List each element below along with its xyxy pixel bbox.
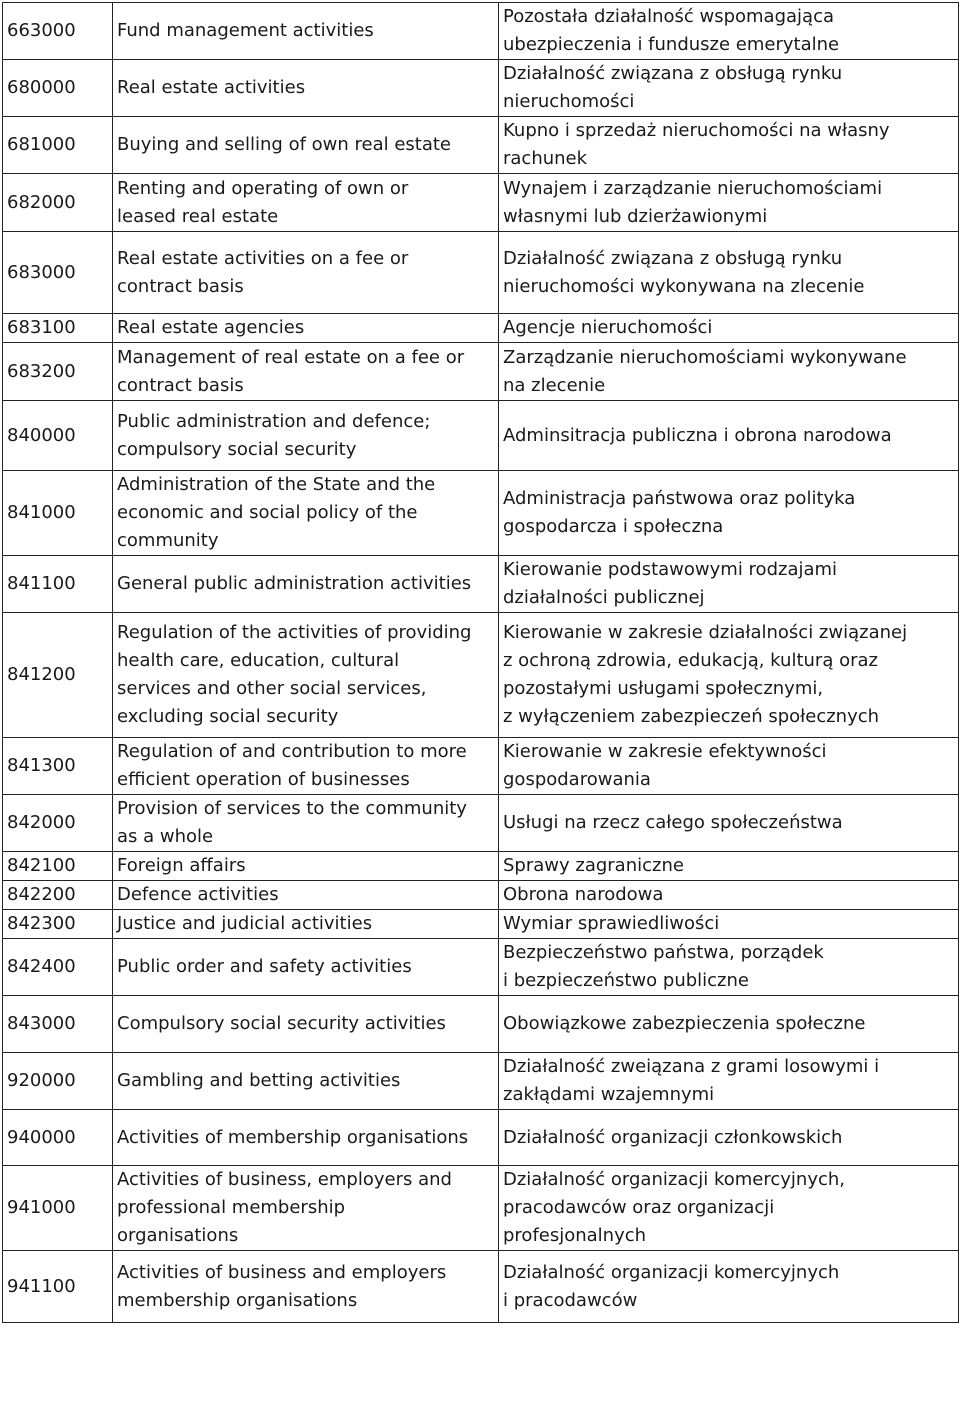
table-row <box>3 738 959 795</box>
row-code: 663000 <box>3 3 113 60</box>
row-code: 940000 <box>3 1110 113 1166</box>
row-code: 841100 <box>3 556 113 613</box>
row-name-pl: Wynajem i zarządzanie nieruchomościami własnymi lub dzierżawionymi <box>499 174 959 232</box>
table-row <box>3 795 959 852</box>
row-name-pl: Usługi na rzecz całego społeczeństwa <box>499 795 959 852</box>
row-name-en: Public administration and defence; compulsory social security <box>113 401 499 471</box>
row-name-en: Foreign affairs <box>113 852 499 881</box>
row-name-pl: Obowiązkowe zabezpieczenia społeczne <box>499 996 959 1053</box>
row-name-en: Regulation of and contribution to more efficient operation of businesses <box>113 738 499 795</box>
table-row <box>3 3 959 60</box>
row-code: 841300 <box>3 738 113 795</box>
row-name-pl: Agencje nieruchomości <box>499 314 959 343</box>
row-name-en: Management of real estate on a fee or contract basis <box>113 343 499 401</box>
row-name-en: Compulsory social security activities <box>113 996 499 1053</box>
row-code: 683100 <box>3 314 113 343</box>
row-name-en: Buying and selling of own real estate <box>113 117 499 174</box>
row-code: 841000 <box>3 471 113 556</box>
row-name-en: Renting and operating of own or leased real estate <box>113 174 499 232</box>
classification-table <box>2 2 959 1323</box>
row-code: 682000 <box>3 174 113 232</box>
row-code: 842200 <box>3 881 113 910</box>
row-name-en: Public order and safety activities <box>113 939 499 996</box>
table-row <box>3 401 959 471</box>
row-name-en: Activities of business, employers and professional membership organisations <box>113 1166 499 1251</box>
row-name-pl: Działalność związana z obsługą rynku nieruchomości wykonywana na zlecenie <box>499 232 959 314</box>
row-code: 681000 <box>3 117 113 174</box>
row-code: 843000 <box>3 996 113 1053</box>
row-name-en: General public administration activities <box>113 556 499 613</box>
table-row <box>3 939 959 996</box>
table-row <box>3 60 959 117</box>
row-name-en: Activities of membership organisations <box>113 1110 499 1166</box>
table-row <box>3 174 959 232</box>
table-body <box>3 3 959 1323</box>
row-name-pl: Kierowanie w zakresie efektywności gospodarowania <box>499 738 959 795</box>
table-row <box>3 471 959 556</box>
row-name-en: Real estate activities <box>113 60 499 117</box>
row-name-en: Real estate agencies <box>113 314 499 343</box>
table-row <box>3 343 959 401</box>
row-name-en: Activities of business and employers membership organisations <box>113 1251 499 1323</box>
row-name-pl: Kierowanie podstawowymi rodzajami działalności publicznej <box>499 556 959 613</box>
row-code: 680000 <box>3 60 113 117</box>
row-name-pl: Wymiar sprawiedliwości <box>499 910 959 939</box>
table-row <box>3 1053 959 1110</box>
row-name-pl: Kupno i sprzedaż nieruchomości na własny rachunek <box>499 117 959 174</box>
row-name-pl: Bezpieczeństwo państwa, porządek i bezpieczeństwo publiczne <box>499 939 959 996</box>
table-row <box>3 996 959 1053</box>
row-name-en: Real estate activities on a fee or contract basis <box>113 232 499 314</box>
table-row <box>3 613 959 738</box>
table-row <box>3 910 959 939</box>
row-name-pl: Działalność związana z obsługą rynku nieruchomości <box>499 60 959 117</box>
table-row <box>3 881 959 910</box>
row-name-en: Defence activities <box>113 881 499 910</box>
row-name-pl: Sprawy zagraniczne <box>499 852 959 881</box>
row-code: 842000 <box>3 795 113 852</box>
table-row <box>3 1251 959 1323</box>
row-code: 840000 <box>3 401 113 471</box>
row-name-en: Gambling and betting activities <box>113 1053 499 1110</box>
row-name-pl: Działalność organizacji komercyjnych i pracodawców <box>499 1251 959 1323</box>
row-name-pl: Działalność zweiązana z grami losowymi i zakłądami wzajemnymi <box>499 1053 959 1110</box>
row-code: 920000 <box>3 1053 113 1110</box>
row-name-pl: Adminsitracja publiczna i obrona narodowa <box>499 401 959 471</box>
row-code: 842300 <box>3 910 113 939</box>
row-name-pl: Działalność organizacji członkowskich <box>499 1110 959 1166</box>
table-row <box>3 852 959 881</box>
row-code: 683000 <box>3 232 113 314</box>
table-row <box>3 232 959 314</box>
row-name-en: Justice and judicial activities <box>113 910 499 939</box>
row-name-pl: Działalność organizacji komercyjnych, pracodawców oraz organizacji profesjonalnych <box>499 1166 959 1251</box>
row-name-pl: Pozostała działalność wspomagająca ubezpieczenia i fundusze emerytalne <box>499 3 959 60</box>
row-code: 941100 <box>3 1251 113 1323</box>
row-code: 683200 <box>3 343 113 401</box>
row-name-en: Administration of the State and the economic and social policy of the community <box>113 471 499 556</box>
row-name-en: Regulation of the activities of providing health care, education, cultural services and other social services, excluding social security <box>113 613 499 738</box>
row-name-en: Fund management activities <box>113 3 499 60</box>
row-code: 841200 <box>3 613 113 738</box>
row-code: 842100 <box>3 852 113 881</box>
table-row <box>3 1166 959 1251</box>
table-row <box>3 1110 959 1166</box>
row-name-pl: Administracja państwowa oraz polityka gospodarcza i społeczna <box>499 471 959 556</box>
row-code: 941000 <box>3 1166 113 1251</box>
row-name-en: Provision of services to the community as a whole <box>113 795 499 852</box>
table-row <box>3 556 959 613</box>
row-name-pl: Obrona narodowa <box>499 881 959 910</box>
table-row <box>3 314 959 343</box>
table-row <box>3 117 959 174</box>
row-name-pl: Zarządzanie nieruchomościami wykonywane na zlecenie <box>499 343 959 401</box>
row-name-pl: Kierowanie w zakresie działalności związanej z ochroną zdrowia, edukacją, kulturą oraz pozostałymi usługami społecznymi, z wyłączeniem zabezpieczeń społecznych <box>499 613 959 738</box>
row-code: 842400 <box>3 939 113 996</box>
